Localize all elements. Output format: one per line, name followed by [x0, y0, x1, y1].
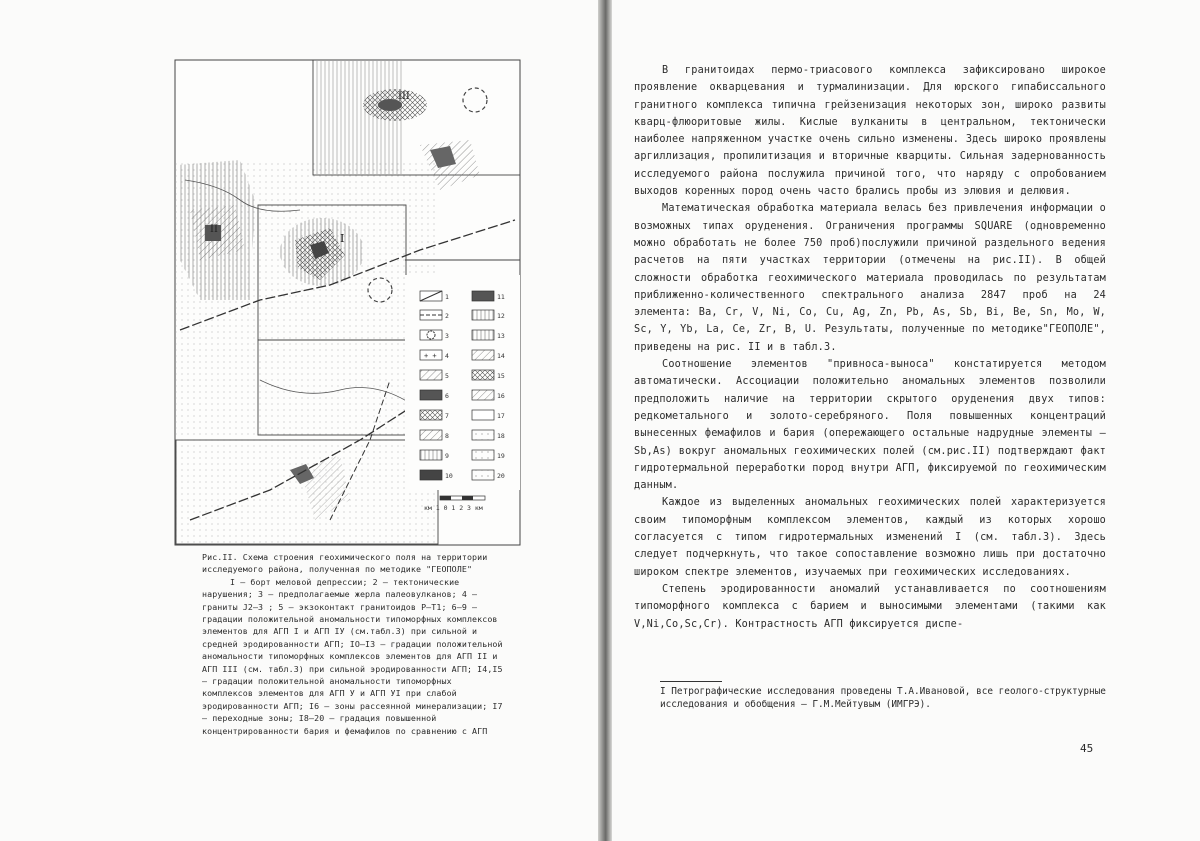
legend-num: 8	[445, 432, 449, 440]
footnote-divider	[660, 681, 722, 682]
legend-num: 15	[497, 372, 505, 380]
legend-num: 14	[497, 352, 505, 360]
region-label-i: I	[340, 232, 345, 245]
paragraph: В гранитоидах пермо-триасового комплекса зафиксировано широкое проявление окварцевания и турмалинизации. Для юрского гипабиссального гранитного комплекса типична грейзенизация некоторых зон, широко развиты кварц-флюоритовые жилы. Кислые вулканиты в центральном, тектонически наиболее напряженном участке очень сильно изменены. Здесь широко проявлены аргиллизация, пропилитизация и вторичные кварциты. Сильная задернованность исследуемого района послужила причиной того, что наряду с опробованием выходов коренных пород очень часто брались пробы из элювия и делювия.	[634, 65, 1106, 198]
figure-caption	[202, 551, 507, 737]
svg-text:+ +: + +	[424, 352, 437, 360]
legend-num: 20	[497, 472, 505, 480]
legend-num: 4	[445, 352, 449, 360]
legend-num: 17	[497, 412, 505, 420]
book-spine	[598, 0, 612, 841]
legend-num: 7	[445, 412, 449, 420]
body-text	[634, 62, 1106, 633]
paragraph: Каждое из выделенных аномальных геохимических полей характеризуется своим типоморфным комплексом элементов, каждый из которых хорошо согласуется с типом гидротермальных изменений I (см. табл.3). Здесь следует подчеркнуть, что такое сопоставление возможно лишь при достаточно широком спектре элементов, изучаемых при геохимических исследованиях.	[634, 497, 1106, 578]
legend-num: 13	[497, 332, 505, 340]
caption-legend-text: I – борт меловой депрессии; 2 – тектонические нарушения; 3 – предполагаемые жерла палеовулканов; 4 – граниты J2–3 ; 5 – экзоконтакт гранитоидов P–T1; 6–9 – градации положительной аномальности типоморфных комплексов элементов для АГП I и АГП IУ (см.табл.3) при сильной и средней эродированности АГП; IO–I3 – градации положительной аномальности типоморфных комплексов элементов для АГП II и АГП III (см. табл.3) при сильной эродированности АГП; I4,I5 – градации положительной аномальности типоморфных комплексов элементов для АГП У и АГП УI при слабой эродированности АГП; I6 – зоны рассеянной минерализации; I7 – переходные зоны; I8–20 – градация повышенной концентрированности бария и фемафилов по сравнению с АГП	[202, 576, 503, 736]
legend-num: 16	[497, 392, 505, 400]
legend-num: 5	[445, 372, 449, 380]
footnote: I Петрографические исследования проведены Т.А.Ивановой, все геолого-структурные исследования и обобщения – Г.М.Мейтувым (ИМГРЭ).	[660, 686, 1106, 710]
scale-label: км 1 0 1 2 3 км	[424, 504, 483, 512]
legend-num: 3	[445, 332, 449, 340]
legend-num: 11	[497, 293, 505, 301]
legend-num: 10	[445, 472, 453, 480]
legend-num: 19	[497, 452, 505, 460]
page-number: 45	[1080, 742, 1094, 755]
legend-num: 12	[497, 312, 505, 320]
paragraph: Соотношение элементов "привноса-выноса" констатируется методом автоматически. Ассоциации положительно аномальных элементов позволили предположить наличие на территории скрытого оруденения двух типов: редкометального и золото-серебряного. Поля повышенных концентраций вынесенных фемафилов и бария (опережающего остальные надрудные элементы – Sb,As) вокруг аномальных геохимических полей (см.рис.II) подтверждают факт гидротермальной переработки пород внутри АГП, фиксируемой по геохимическим данным.	[634, 359, 1106, 492]
legend-num: 1	[445, 293, 449, 301]
region-label-ii: II	[210, 224, 218, 235]
legend-num: 18	[497, 432, 505, 440]
caption-title: Рис.II. Схема строения геохимического поля на территории исследуемого района, полученная по методике "ГЕОПОЛЕ"	[202, 552, 488, 575]
legend-num: 6	[445, 392, 449, 400]
paragraph: Математическая обработка материала велась без привлечения информации о возможных типах оруденения. Ограничения программы SQUARE (одновременно можно обработать не более 750 проб)послужили причиной раздельного ведения расчетов на пяти участках территории (отмечены на рис.II). В общей сложности обработка геохимического материала проводилась по результатам приближенно-количественного спектрального анализа 2847 проб на 24 элемента: Ba, Cr, V, Ni, Co, Cu, Ag, Zn, Pb, As, Sb, Bi, Be, Sn, Mo, W, Sc, Y, Yb, La, Ce, Zr, B, U. Результаты, полученные по методике"ГЕОПОЛЕ", приведены на рис. II и в табл.3.	[634, 203, 1106, 353]
region-label-iii: III	[398, 91, 410, 102]
legend-num: 9	[445, 452, 449, 460]
legend-num: 2	[445, 312, 449, 320]
paragraph: Степень эродированности аномалий устанавливается по соотношениям типоморфного комплекса с барием и выносимыми элементами (такими как V,Ni,Co,Sc,Cr). Контрастность АГП фиксируется диспе-	[634, 583, 1106, 630]
